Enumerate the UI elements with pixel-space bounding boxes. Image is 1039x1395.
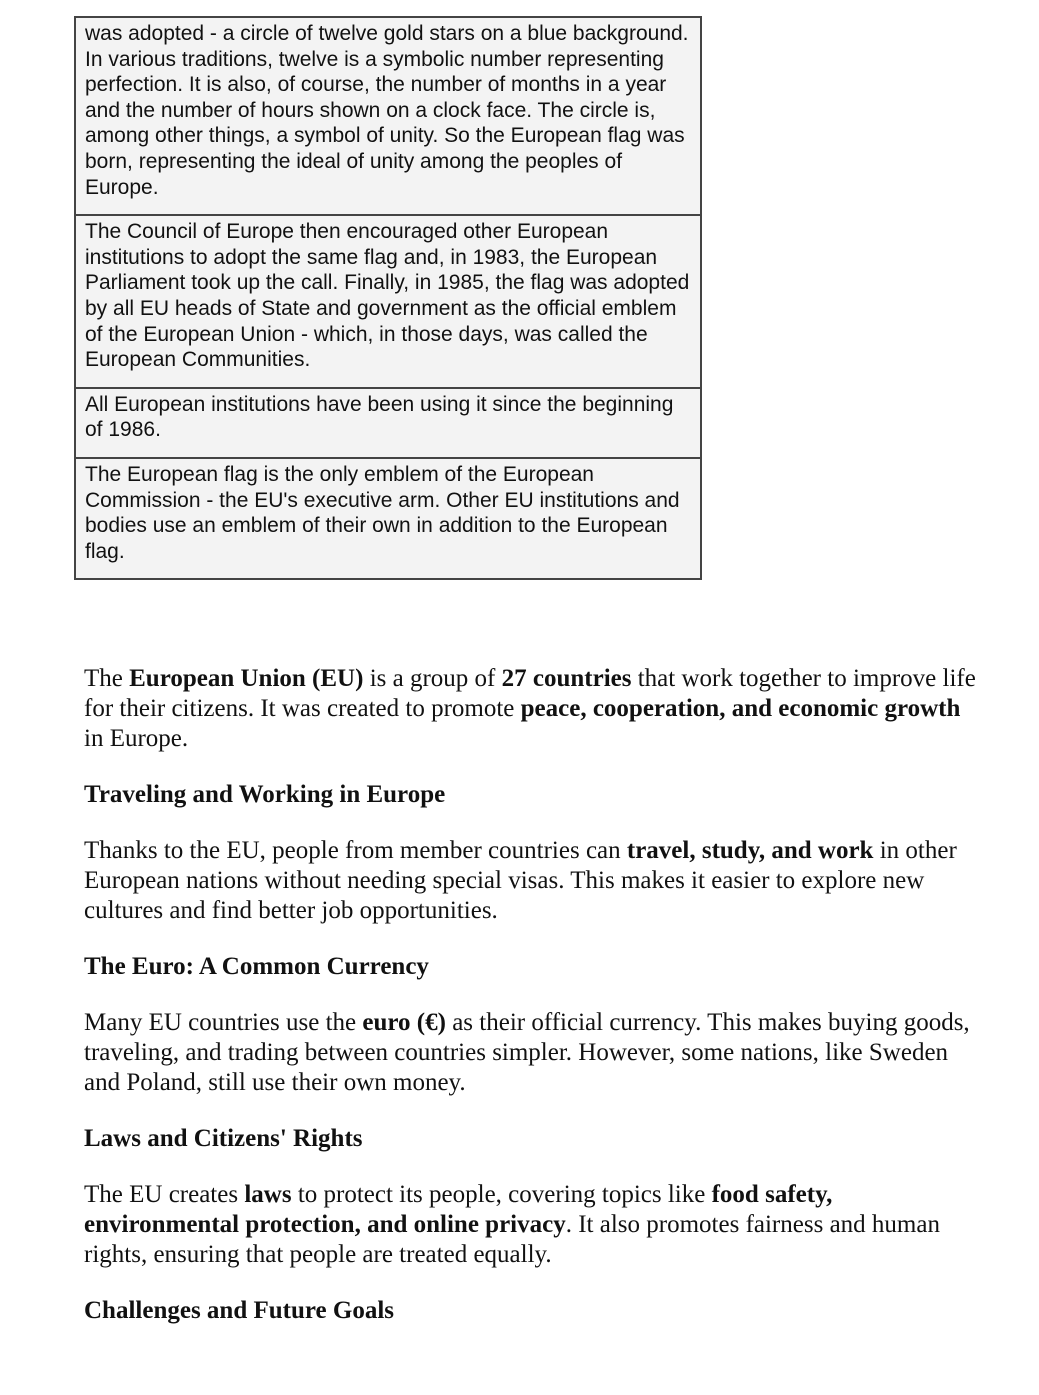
table-cell: The Council of Europe then encouraged other European institutions to adopt the same flag and, in 1983, the European Parliament took up the call. Finally, in 1985, the flag was adopted by all EU heads of State and government as the official emblem of the European Union - which, in those days, was called the European Communities. [75,215,701,388]
table-row [75,215,701,388]
section-heading-travel: Traveling and Working in Europe [84,781,446,808]
flag-history-table [74,16,702,580]
section-heading-euro: The Euro: A Common Currency [84,953,429,980]
text-run: to protect its people, covering topics like [291,1181,712,1208]
bold-text: food safety, environmental protection, and online privacy [84,1181,833,1238]
bold-text: peace, cooperation, and economic growth [520,695,961,722]
bold-text: laws [244,1181,292,1208]
section-heading-challenges: Challenges and Future Goals [84,1297,394,1324]
text-run: The [84,665,130,692]
text-run: is a group of [363,665,502,692]
text-run: that work together to improve life for their citizens. It was created to promote [84,665,976,722]
bold-text: euro (€) [362,1009,446,1036]
text-run: Many EU countries use the [84,1009,363,1036]
laws-paragraph [84,1180,984,1270]
table-row [75,458,701,579]
table-cell: The European flag is the only emblem of the European Commission - the EU's executive arm. Other EU institutions and bodies use an emblem of their own in addition to the European flag. [75,458,701,579]
text-run: . It also promotes fairness and human rights, ensuring that people are treated equally. [84,1211,940,1268]
section-heading-laws: Laws and Citizens' Rights [84,1125,363,1152]
table-cell: was adopted - a circle of twelve gold stars on a blue background. In various traditions, twelve is a symbolic number representing perfection. It is also, of course, the number of months in a year and the number of hours shown on a clock face. The circle is, among other things, a symbol of unity. So the European flag was born, representing the ideal of unity among the peoples of Europe. [75,17,701,215]
bold-text: European Union (EU) [129,665,364,692]
text-run: as their official currency. This makes buying goods, traveling, and trading between countries simpler. However, some nations, like Sweden and Poland, still use their own money. [84,1009,970,1096]
table-row [75,17,701,215]
travel-paragraph [84,836,984,926]
text-run: Thanks to the EU, people from member countries can [84,837,627,864]
table-cell: All European institutions have been using it since the beginning of 1986. [75,388,701,458]
text-run: in other European nations without needing special visas. This makes it easier to explore new cultures and find better job opportunities. [84,837,957,924]
bold-text: travel, study, and work [626,837,874,864]
text-run: in Europe. [84,725,189,752]
bold-text: 27 countries [501,665,632,692]
euro-paragraph [84,1008,984,1098]
intro-paragraph [84,664,984,754]
table-row [75,388,701,458]
text-run: The EU creates [84,1181,245,1208]
article-body [84,664,984,1352]
